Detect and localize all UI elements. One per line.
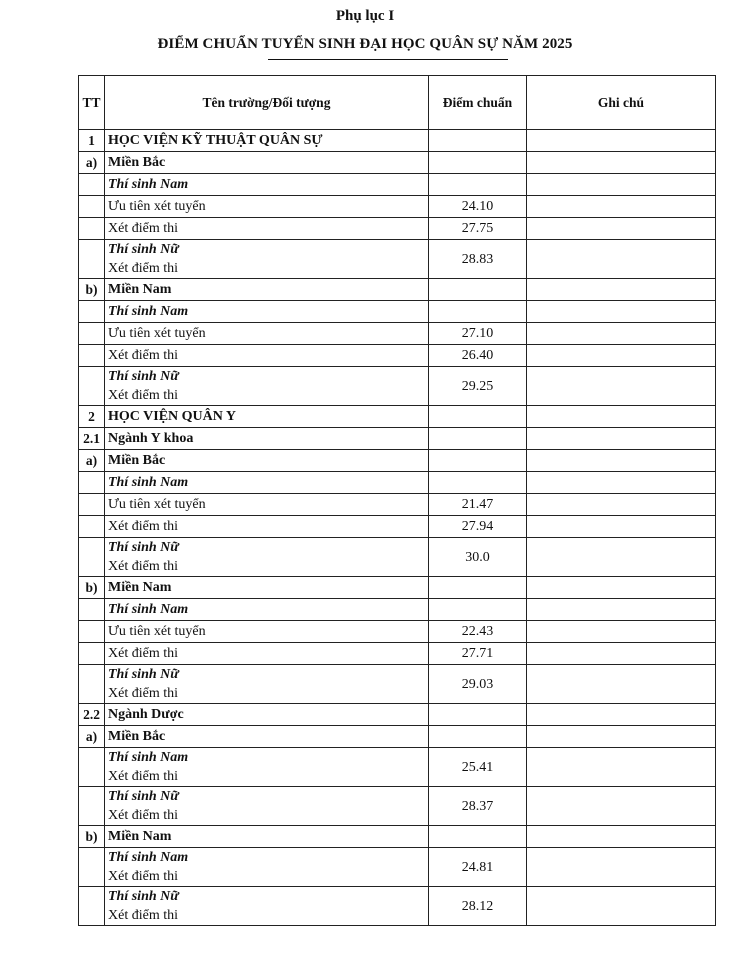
row-score <box>429 406 527 428</box>
row-score: 21.47 <box>429 494 527 516</box>
table-row <box>79 279 716 301</box>
row-name-line: Miền Bắc <box>108 453 166 468</box>
row-name-cell <box>105 406 429 428</box>
row-index <box>79 848 105 887</box>
row-note <box>527 218 716 240</box>
row-note <box>527 174 716 196</box>
row-note <box>527 665 716 704</box>
row-name-line: Thí sinh Nữ <box>108 667 179 682</box>
row-index <box>79 643 105 665</box>
row-name-line: Thí sinh Nam <box>108 177 189 192</box>
row-name-line: Ưu tiên xét tuyển <box>108 326 206 341</box>
header-name: Tên trường/Đối tượng <box>105 76 429 130</box>
row-name-line: Xét điểm thi <box>108 348 178 363</box>
table-row <box>79 726 716 748</box>
row-score: 29.03 <box>429 665 527 704</box>
row-index: 1 <box>79 130 105 152</box>
row-name-cell <box>105 577 429 599</box>
row-name-line: Miền Nam <box>108 580 172 595</box>
row-name-line: Thí sinh Nam <box>108 750 189 765</box>
row-index <box>79 301 105 323</box>
row-name-cell <box>105 665 429 704</box>
row-name-line: Xét điểm thi <box>108 388 178 403</box>
row-name-line: Ưu tiên xét tuyển <box>108 497 206 512</box>
table-row <box>79 887 716 926</box>
row-index <box>79 472 105 494</box>
row-name-cell <box>105 450 429 472</box>
table-row <box>79 538 716 577</box>
table-row <box>79 450 716 472</box>
row-note <box>527 577 716 599</box>
table-row <box>79 428 716 450</box>
row-name-line: Thí sinh Nữ <box>108 889 179 904</box>
row-score: 28.12 <box>429 887 527 926</box>
row-note <box>527 279 716 301</box>
header-note: Ghi chú <box>527 76 716 130</box>
row-name-cell <box>105 494 429 516</box>
row-name-line: Xét điểm thi <box>108 686 178 701</box>
row-note <box>527 538 716 577</box>
row-score <box>429 428 527 450</box>
row-name-line: Ngành Y khoa <box>108 431 194 446</box>
row-name-cell <box>105 887 429 926</box>
table-row <box>79 826 716 848</box>
row-note <box>527 848 716 887</box>
row-name-cell <box>105 748 429 787</box>
row-name-cell <box>105 704 429 726</box>
row-score <box>429 726 527 748</box>
row-index <box>79 218 105 240</box>
document-title: ĐIỂM CHUẨN TUYỂN SINH ĐẠI HỌC QUÂN SỰ NĂM 2025 <box>157 36 573 52</box>
row-index: 2.1 <box>79 428 105 450</box>
row-index <box>79 516 105 538</box>
table-row <box>79 174 716 196</box>
row-name-cell <box>105 428 429 450</box>
row-name-cell <box>105 218 429 240</box>
row-index <box>79 323 105 345</box>
row-name-line: Xét điểm thi <box>108 221 178 236</box>
row-score: 24.10 <box>429 196 527 218</box>
table-row <box>79 345 716 367</box>
appendix-label: Phụ lục I <box>335 8 395 24</box>
row-note <box>527 726 716 748</box>
row-index <box>79 494 105 516</box>
row-name-cell <box>105 152 429 174</box>
table-row <box>79 643 716 665</box>
row-index: 2.2 <box>79 704 105 726</box>
row-name-cell <box>105 240 429 279</box>
row-name-line: HỌC VIỆN QUÂN Y <box>108 409 236 424</box>
row-name-line: Thí sinh Nữ <box>108 242 179 257</box>
title-underline <box>268 59 508 60</box>
row-index <box>79 599 105 621</box>
row-index: a) <box>79 726 105 748</box>
row-note <box>527 599 716 621</box>
row-score: 26.40 <box>429 345 527 367</box>
row-score <box>429 130 527 152</box>
row-score <box>429 174 527 196</box>
row-index <box>79 621 105 643</box>
row-name-cell <box>105 345 429 367</box>
row-name-line: Ưu tiên xét tuyển <box>108 199 206 214</box>
header-score: Điểm chuẩn <box>429 76 527 130</box>
table-row <box>79 665 716 704</box>
row-score <box>429 279 527 301</box>
table-row <box>79 130 716 152</box>
row-score <box>429 704 527 726</box>
header-tt: TT <box>79 76 105 130</box>
row-index: 2 <box>79 406 105 428</box>
table-row <box>79 599 716 621</box>
table-row <box>79 494 716 516</box>
row-note <box>527 887 716 926</box>
row-name-cell <box>105 130 429 152</box>
row-score: 22.43 <box>429 621 527 643</box>
row-note <box>527 643 716 665</box>
row-index <box>79 538 105 577</box>
row-score <box>429 472 527 494</box>
row-score: 28.83 <box>429 240 527 279</box>
table-row <box>79 240 716 279</box>
row-note <box>527 345 716 367</box>
row-note <box>527 826 716 848</box>
table-row <box>79 748 716 787</box>
row-name-line: Miền Bắc <box>108 729 166 744</box>
row-name-line: Xét điểm thi <box>108 869 178 884</box>
row-name-line: Miền Nam <box>108 829 172 844</box>
table-row <box>79 787 716 826</box>
row-note <box>527 704 716 726</box>
row-name-cell <box>105 279 429 301</box>
table-row <box>79 406 716 428</box>
row-score <box>429 577 527 599</box>
row-index <box>79 748 105 787</box>
row-name-cell <box>105 599 429 621</box>
row-name-cell <box>105 367 429 406</box>
row-name-line: Ưu tiên xét tuyển <box>108 624 206 639</box>
row-name-cell <box>105 196 429 218</box>
row-index: a) <box>79 450 105 472</box>
table-row <box>79 472 716 494</box>
row-score: 27.10 <box>429 323 527 345</box>
row-name-line: Miền Nam <box>108 282 172 297</box>
row-name-line: Xét điểm thi <box>108 908 178 923</box>
row-score: 28.37 <box>429 787 527 826</box>
row-name-cell <box>105 301 429 323</box>
row-name-cell <box>105 787 429 826</box>
row-score <box>429 599 527 621</box>
row-name-line: Ngành Dược <box>108 707 184 722</box>
row-name-cell <box>105 643 429 665</box>
row-score: 24.81 <box>429 848 527 887</box>
row-name-line: Xét điểm thi <box>108 559 178 574</box>
row-index: a) <box>79 152 105 174</box>
row-note <box>527 472 716 494</box>
row-note <box>527 428 716 450</box>
row-score <box>429 826 527 848</box>
row-score: 25.41 <box>429 748 527 787</box>
row-index <box>79 240 105 279</box>
row-name-line: Thí sinh Nam <box>108 304 189 319</box>
table-row <box>79 704 716 726</box>
row-note <box>527 367 716 406</box>
row-name-cell <box>105 726 429 748</box>
table-header-row <box>79 76 716 130</box>
row-name-line: Thí sinh Nam <box>108 602 189 617</box>
row-note <box>527 621 716 643</box>
row-name-cell <box>105 516 429 538</box>
row-note <box>527 406 716 428</box>
table-row <box>79 323 716 345</box>
row-name-line: Xét điểm thi <box>108 646 178 661</box>
row-index <box>79 174 105 196</box>
row-score <box>429 152 527 174</box>
row-index <box>79 367 105 406</box>
row-name-cell <box>105 472 429 494</box>
admission-score-table <box>78 75 716 926</box>
row-index <box>79 665 105 704</box>
row-index <box>79 787 105 826</box>
row-name-line: Xét điểm thi <box>108 769 178 784</box>
table-row <box>79 301 716 323</box>
row-score: 27.71 <box>429 643 527 665</box>
row-note <box>527 494 716 516</box>
row-index: b) <box>79 279 105 301</box>
table-row <box>79 848 716 887</box>
row-note <box>527 240 716 279</box>
table-row <box>79 218 716 240</box>
row-score: 27.94 <box>429 516 527 538</box>
row-note <box>527 516 716 538</box>
row-name-cell <box>105 621 429 643</box>
row-note <box>527 301 716 323</box>
row-name-cell <box>105 538 429 577</box>
row-index: b) <box>79 826 105 848</box>
row-score: 27.75 <box>429 218 527 240</box>
row-index <box>79 345 105 367</box>
table-row <box>79 577 716 599</box>
row-score: 29.25 <box>429 367 527 406</box>
row-score <box>429 450 527 472</box>
row-name-cell <box>105 826 429 848</box>
table-row <box>79 621 716 643</box>
row-note <box>527 130 716 152</box>
table-body <box>79 130 716 926</box>
row-name-line: Thí sinh Nam <box>108 850 189 865</box>
table-row <box>79 516 716 538</box>
row-note <box>527 787 716 826</box>
table-row <box>79 196 716 218</box>
row-name-line: Thí sinh Nữ <box>108 540 179 555</box>
row-note <box>527 323 716 345</box>
row-name-line: Xét điểm thi <box>108 261 178 276</box>
row-name-line: Thí sinh Nam <box>108 475 189 490</box>
row-index <box>79 887 105 926</box>
row-name-line: Thí sinh Nữ <box>108 789 179 804</box>
row-index: b) <box>79 577 105 599</box>
row-name-cell <box>105 174 429 196</box>
row-name-cell <box>105 848 429 887</box>
row-note <box>527 196 716 218</box>
row-score: 30.0 <box>429 538 527 577</box>
row-name-line: Thí sinh Nữ <box>108 369 179 384</box>
table-row <box>79 152 716 174</box>
row-name-cell <box>105 323 429 345</box>
row-note <box>527 152 716 174</box>
row-score <box>429 301 527 323</box>
row-index <box>79 196 105 218</box>
table-row <box>79 367 716 406</box>
row-name-line: Miền Bắc <box>108 155 166 170</box>
row-name-line: Xét điểm thi <box>108 519 178 534</box>
row-note <box>527 450 716 472</box>
row-note <box>527 748 716 787</box>
row-name-line: Xét điểm thi <box>108 808 178 823</box>
row-name-line: HỌC VIỆN KỸ THUẬT QUÂN SỰ <box>108 133 323 148</box>
